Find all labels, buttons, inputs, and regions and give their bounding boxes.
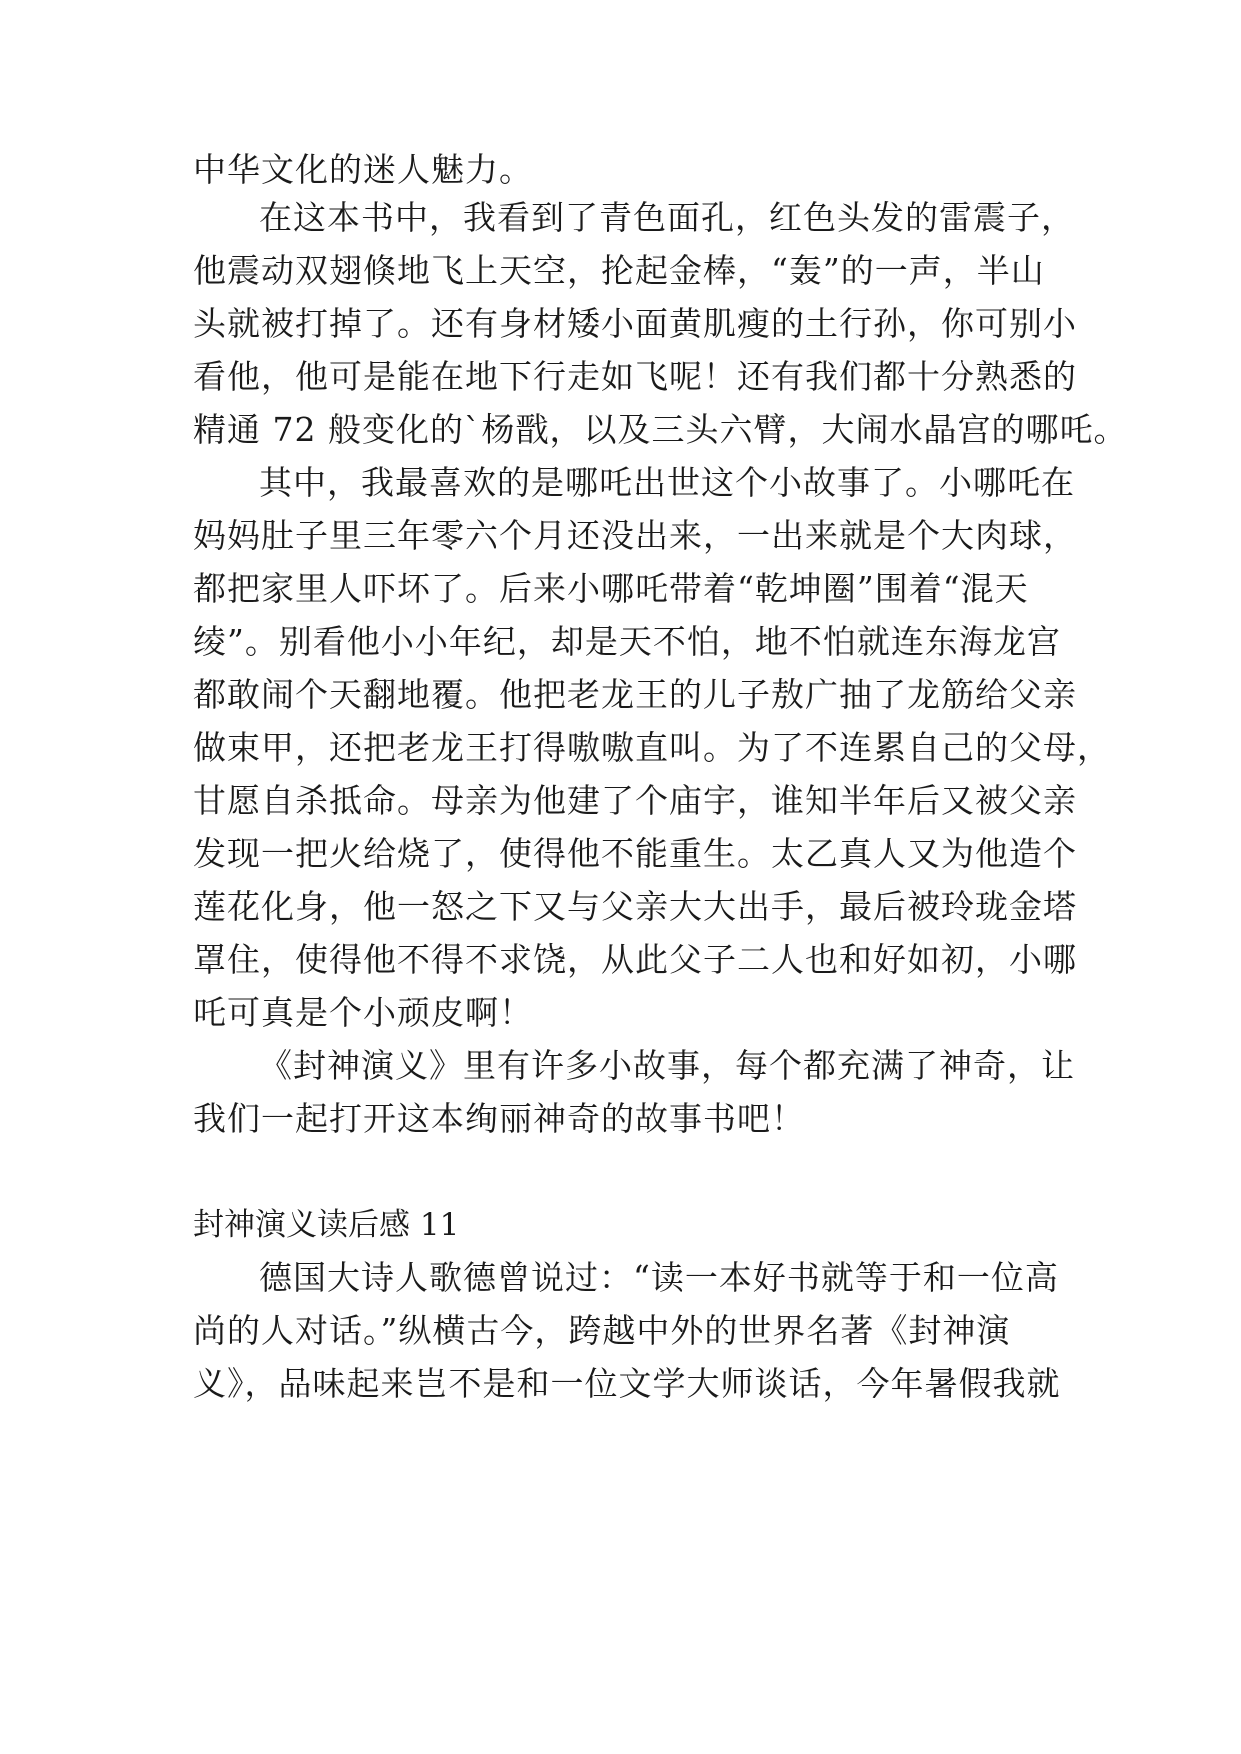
paragraph-line: 看他，他可是能在地下行走如飞呢！还有我们都十分熟悉的 bbox=[193, 357, 1077, 396]
paragraph-line: 头就被打掉了。还有身材矮小面黄肌瘦的土行孙，你可别小 bbox=[193, 304, 1077, 343]
paragraph-line: 罩住，使得他不得不求饶，从此父子二人也和好如初，小哪 bbox=[193, 940, 1077, 979]
paragraph-line: 精通 72 般变化的`杨戬，以及三头六臂，大闹水晶宫的哪吒。 bbox=[193, 410, 1128, 449]
paragraph-line: 中华文化的迷人魅力。 bbox=[193, 150, 533, 189]
paragraph-line: 都把家里人吓坏了。后来小哪吒带着“乾坤圈”围着“混天 bbox=[193, 569, 1029, 608]
paragraph-line: 吒可真是个小顽皮啊！ bbox=[193, 993, 533, 1032]
paragraph-line: 其中，我最喜欢的是哪吒出世这个小故事了。小哪吒在 bbox=[259, 463, 1075, 502]
paragraph-line: 莲花化身，他一怒之下又与父亲大大出手，最后被玲珑金塔 bbox=[193, 887, 1077, 926]
paragraph-line: 我们一起打开这本绚丽神奇的故事书吧！ bbox=[193, 1099, 805, 1138]
paragraph-line: 发现一把火给烧了，使得他不能重生。太乙真人又为他造个 bbox=[193, 834, 1077, 873]
paragraph-line: 德国大诗人歌德曾说过：“读一本好书就等于和一位高 bbox=[259, 1258, 1059, 1297]
paragraph-line: 《封神演义》里有许多小故事，每个都充满了神奇，让 bbox=[259, 1046, 1075, 1085]
paragraph-line: 他震动双翅倏地飞上天空，抡起金棒，“轰”的一声，半山 bbox=[193, 251, 1045, 290]
paragraph-line: 在这本书中，我看到了青色面孔，红色头发的雷震子， bbox=[259, 198, 1075, 237]
paragraph-line: 绫”。别看他小小年纪，却是天不怕，地不怕就连东海龙宫 bbox=[193, 622, 1061, 661]
paragraph-line: 都敢闹个天翻地覆。他把老龙王的儿子敖广抽了龙筋给父亲 bbox=[193, 675, 1077, 714]
paragraph-line: 妈妈肚子里三年零六个月还没出来，一出来就是个大肉球， bbox=[193, 516, 1077, 555]
paragraph-line: 做束甲，还把老龙王打得嗷嗷直叫。为了不连累自己的父母， bbox=[193, 728, 1111, 767]
paragraph-line: 尚的人对话。”纵横古今，跨越中外的世界名著《封神演 bbox=[193, 1311, 1011, 1350]
paragraph-line: 甘愿自杀抵命。母亲为他建了个庙宇，谁知半年后又被父亲 bbox=[193, 781, 1077, 820]
paragraph-line: 义》，品味起来岂不是和一位文学大师谈话，今年暑假我就 bbox=[193, 1364, 1061, 1403]
section-heading: 封神演义读后感 11 bbox=[193, 1207, 460, 1243]
